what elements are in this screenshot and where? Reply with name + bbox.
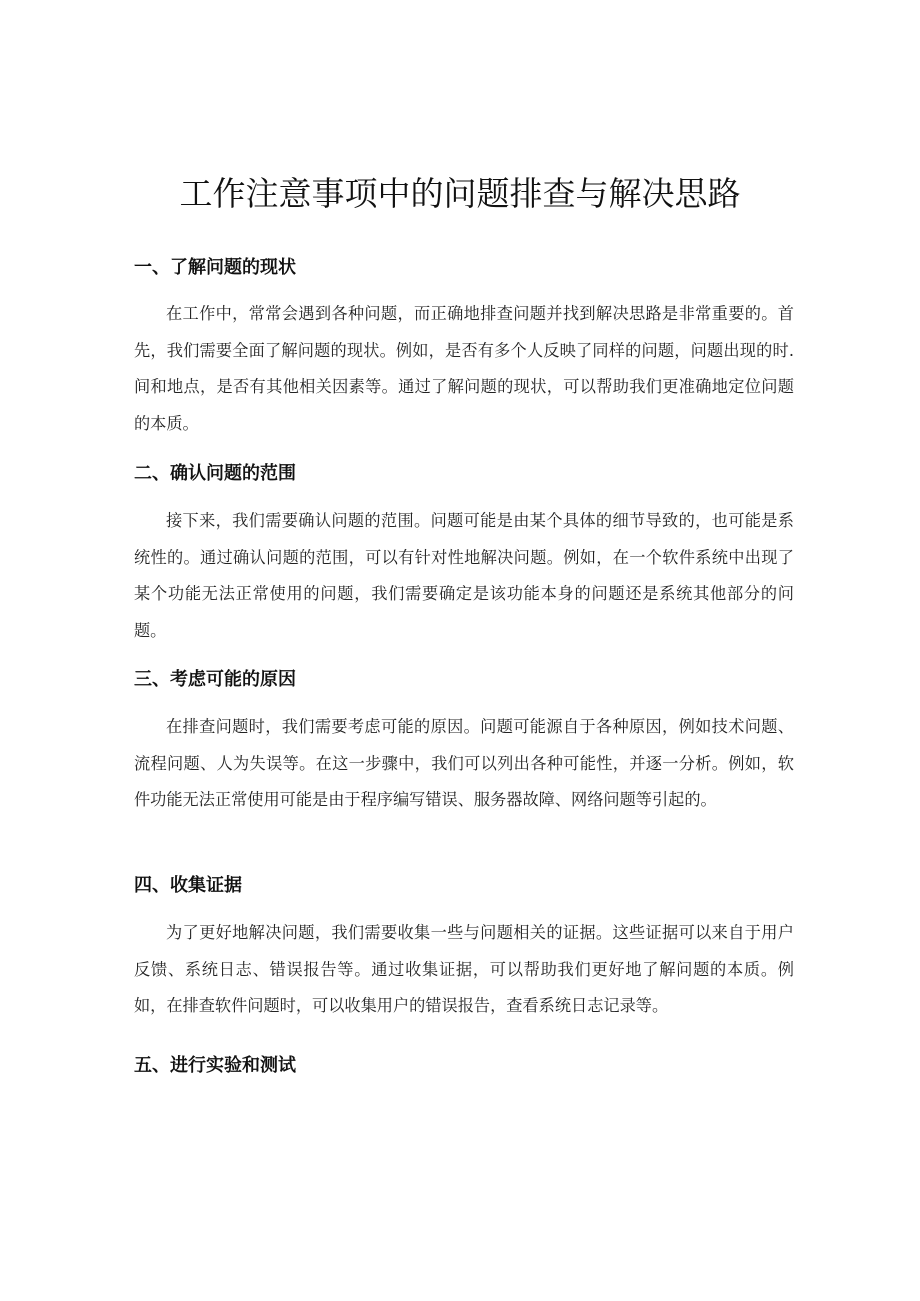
section-1-body: 在工作中，常常会遇到各种问题，而正确地排查问题并找到解决思路是非常重要的。首先，我们需要全面了解问题的现状。例如，是否有多个人反映了同样的问题，问题出现的时.间和地点，是否有其他相关因素等。通过了解问题的现状，可以帮助我们更准确地定位问题的本质。 (134, 304, 794, 433)
section-4-body: 为了更好地解决问题，我们需要收集一些与问题相关的证据。这些证据可以来自于用户反馈、系统日志、错误报告等。通过收集证据，可以帮助我们更好地了解问题的本质。例如，在排查软件问题时，可以收集用户的错误报告，查看系统日志记录等。 (134, 923, 794, 1015)
section-3-heading: 三、考虑可能的原因 (134, 669, 296, 690)
section-4-heading: 四、收集证据 (134, 875, 242, 896)
section-3-body: 在排查问题时，我们需要考虑可能的原因。问题可能源自于各种原因，例如技术问题、流程问题、人为失误等。在这一步骤中，我们可以列出各种可能性，并逐一分析。例如，软件功能无法正常使用可能是由于程序编写错误、服务器故障、网络问题等引起的。 (134, 717, 794, 809)
section-1-heading: 一、了解问题的现状 (134, 257, 296, 278)
section-2-heading: 二、确认问题的范围 (134, 463, 296, 484)
section-5-heading: 五、进行实验和测试 (134, 1055, 296, 1076)
document-title: 工作注意事项中的问题排查与解决思路 (179, 174, 741, 213)
section-2-body: 接下来，我们需要确认问题的范围。问题可能是由某个具体的细节导致的，也可能是系统性的。通过确认问题的范围，可以有针对性地解决问题。例如，在一个软件系统中出现了某个功能无法正常使用的问题，我们需要确定是该功能本身的问题还是系统其他部分的问题。 (134, 511, 794, 640)
